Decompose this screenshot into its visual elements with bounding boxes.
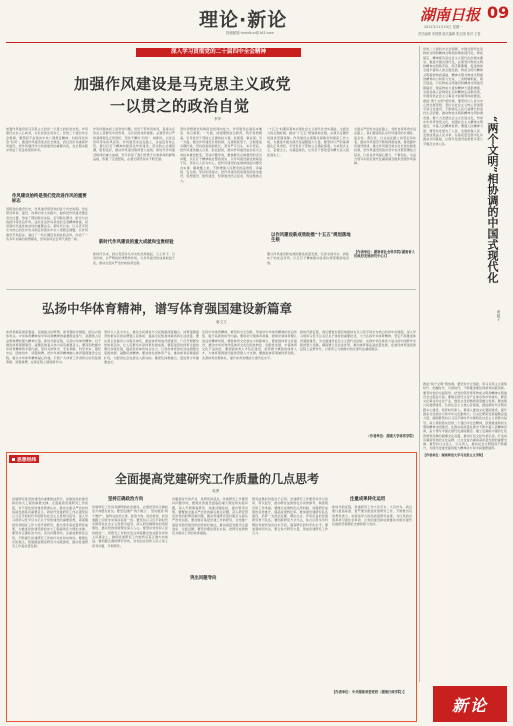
article1-body-text: 加强作风建设是马克思主义政党一以贯之的政治自觉。作风建设关系人心向背，关系党的生死存亡。党的二十届四中全会强调，要锲而不舍落实中央八项规定精神，持续深化纠治“四风”，推进作风建设常态化长效化。我们党历来重视作风建设，把作风建设作为党的建设的重要内容，在长期实践中形成了优良传统和作风。: [6, 127, 88, 153]
article1-footnote: 【作者单位：湖南省社会科学院(湖南省人民政府发展研究中心)】: [354, 250, 415, 259]
sidebar-author: 黄娟子: [497, 310, 501, 321]
article3-column-4: [252, 497, 328, 717]
article1-body-text: “十五五”时期是基本实现社会主义现代化夯实基础、全面发力的关键时期。推动“十五五”规划落地生根，必须以过硬作风提供坚强保障。作风建设必须服务保障党和国家工作大局，为推进中国式现代化凝聚强大力量。要坚持以严的基调强化正风肃纪，引导党员干部树立正确政绩观，力戒形式主义、官僚主义，为基层减负，让党员干部把更多精力投入到抓落实上。: [267, 127, 349, 157]
article3-author: 周勇: [212, 489, 220, 493]
article3-body-text: 党建研究工作具有鲜明的政治属性，必须把坚持正确政治方向摆在首位。要坚定拥护“两个确立”、坚决做到“两个维护”，始终在政治立场、政治方向、政治原则、政治道路上同党中央保持高度一致。要坚持以习近平新时代中国特色社会主义思想为指导，深入研究阐释党的创新理论，推动党的创新理论深入人心。要坚持党性和人民性相统一，把研究工作的出发点和落脚点放在服务党和人民事业上，确保党建研究工作始终沿着正确方向前进。要把握正确的研究导向，自觉站在党和人民立场上思考问题、开展研究。: [92, 505, 168, 548]
article3-column-5: [332, 505, 412, 685]
article1-column-2: [93, 127, 175, 237]
article2-body-text: 体育承载着国家强盛、民族振兴的梦想。体育强则中国强，国运兴则体育兴。中华体育精神是中华民族精神的重要组成部分，是激励人民奋勇拼搏的强大精神力量。新时代新征程，弘扬中华体育精神，对于推进体育强国建设、凝聚民族复兴伟力具有重要意义。要深刻把握中华体育精神的丰富内涵，坚持为国争光、无私奉献、科学求实、遵纪守法、团结协作、顽强拼搏，把中华体育精神融入体育强国建设全过程。要以中华体育精神凝心铸魂，引领广大体育工作者和运动员爱国奉献、顽强拼搏，在新征程上展现新作为。: [6, 330, 101, 365]
article3-tag-icon: [12, 458, 15, 461]
article2-top-rule: [6, 289, 416, 290]
article1-body-text: 回顾党的建设历史，作风建设贯穿党的各个历史时期。党在领导革命、建设、改革的伟大实践中，始终把作风建设摆在突出位置，形成了理论联系实际、密切联系群众、批评与自我批评等优良作风。这些优良作风是党的宝贵精神财富，是党保持先进性纯洁性的重要法宝。新时代以来，以习近平同志为核心的党中央从制定和落实中央八项规定破题，以作风建设开局起步，刹住了一些长期没有刹住的歪风，纠治了一些多年未除的顽瘴痼疾，党风政风社会风气焕然一新。: [6, 207, 88, 242]
article1-column-1b: [6, 207, 88, 287]
article3-column-3: [172, 497, 248, 717]
article2-title: 弘扬中华体育精神，谱写体育强国建设新篇章: [42, 301, 293, 316]
email-line: 投稿邮箱:hnrblilun@163.com: [226, 31, 274, 35]
article3-column-2: [92, 505, 168, 717]
article3-subhead-3: 注重成果转化运用: [350, 497, 386, 502]
article1-title-line2: 一以贯之的政治自觉: [110, 97, 250, 115]
article3-body-text: 新时代新征程，党建研究工作大有可为、大有作为。我们要以更高标准、更严要求推进党建研究工作，不断推出有思想穿透力、实践指导力的高质量研究成果，为以党的自我革命引领社会革命、以党的建设新成效推动中国式现代化提供坚强理论支撑和智力支持。: [332, 505, 412, 527]
article1-column-5: [354, 127, 416, 247]
sidebar-footnote: 【作者单位：湖南师范大学马克思主义学院】: [423, 452, 485, 457]
article1-body-text: 坚持思想建党和制度治党同向发力。作风建设必须标本兼治、综合施策。一方面，加强理想信念教育，筑牢思想根基，引导党员干部树立正确的权力观、政绩观、事业观；另一方面，健全作风建设长效机制，扎紧制度笼子，让制度成为硬约束。坚持抓常抓细抓长，坚持严字当头、实字托底，把作风建设融入日常、抓在经常，推动作风建设由治标为主向标本兼治转变。坚持问题导向，聚焦群众反映强烈的突出问题，以钉钉子精神抓好整改落实，以作风建设新成效取信于民。坚持以人民为中心，把作风建设的成效体现到为群众办实事、解难题上来，不断增强人民群众的获得感、幸福感、安全感。坚持系统观念，把作风建设同加强党的政治建设、思想建设、组织建设、纪律建设结合起来，形成整体合力。: [180, 127, 262, 183]
article1-subhead-3: 以作风建设新成效助推“十五五”规划落地生根: [271, 233, 351, 244]
section-title: 理论·新论: [199, 9, 288, 31]
article1-author: 李军: [214, 117, 222, 121]
article1-column-2b: [93, 252, 175, 287]
page-number: 09: [487, 3, 510, 22]
paper-name: 湖南日报: [420, 6, 481, 24]
article3-body-text: 研究成果的价值在于运用。党建研究工作要坚持学以致用、用以促学，推动研究成果转化为决策参考、制度规范和工作举措。要健全成果转化运用机制，加强研究成果的宣传推介，提高成果转化率。要加强党建研究队伍建设，培养一支政治过硬、理论扎实、作风优良的党建研究骨干队伍。要创新研究方式方法，综合运用多学科理论和现代信息技术手段，提高研究的科学化水平。要加强协同攻关，整合各方研究力量，形成党建研究工作合力。: [252, 497, 328, 536]
editor-line: 责任编辑 李国强 版式编辑 张志刚 校对 王春: [418, 32, 481, 36]
article3-body-text: 问题是时代的声音，是研究的起点。党建研究工作要坚持问题导向，聚焦党的建设面临的重大理论和实践问题，深入开展调查研究，找准问题症结，提出管用对策。要聚焦全面从严治党的重点难点问题，深入研究管党治党的新情况新问题，推动党建研究更好服务全面从严治党实践。要加强对基层党建工作的研究，总结推广基层党组织建设的好经验好做法，推动基层党组织全面进步、全面过硬。要坚持理论联系实际，把研究成果转化为推动工作的具体措施。: [172, 497, 248, 536]
article2-body-text: 新时代新征程，我们要更加紧密地团结在以习近平同志为核心的党中央周围，深入学习贯彻习近平总书记关于体育的重要论述，大力弘扬中华体育精神，坚定不移推进体育强国建设，为全面建设社会主义现代化国家、实现中华民族伟大复兴的中国梦作出新的更大贡献。湖南要立足自身优势，推动体育事业高质量发展，在建设体育强省的征程上奋勇争先，以体育之力助推中国式现代化湖南篇章。: [300, 330, 416, 352]
corner-logo-text: 新论: [451, 695, 488, 715]
article3-subhead-2: 突出问题导向: [190, 576, 217, 581]
article1-column-4: [267, 127, 349, 230]
article1-column-3: [180, 127, 262, 287]
article3-tag: [9, 455, 39, 463]
sidebar-title: “两个文明”相协调的中国式现代化: [486, 116, 499, 283]
sidebar-body-text: 党的二十届四中全会强调，中国式现代化是物质文明和精神文明相协调的现代化。物质富足、精神富有是社会主义现代化的根本要求。推进中国式现代化，必须坚持物质文明和精神文明两手抓、两手都要硬，促进物的全面丰富和人的全面发展。物质文明为精神文明提供物质基础，精神文明为物质文明提供精神动力和智力支持，二者相辅相成、相互促进。只有物质文明建设和精神文明建设都搞好，国家物质力量和精神力量都增强，全国各族人民物质生活和精神生活都改善，中国特色社会主义事业才能顺利向前推进。推进“两个文明”相协调，要坚持以人民为中心的发展思想，坚持以社会主义核心价值观引领文化建设，不断满足人民日益增长的美好生活需要，推动物质文明和精神文明协调发展。要大力发展社会主义先进文化，传承中华优秀传统文化，加强社会主义精神文明建设，丰富人民精神世界，增强人民精神力量。要坚持发展为了人民、发展依靠人民、发展成果由人民共享，在高质量发展中扎实推动共同富裕，让现代化建设成果更多更公平惠及全体人民。: [423, 47, 483, 146]
sidebar-title-box: [486, 116, 506, 296]
article3-tag-label: 思想经纬: [17, 457, 37, 463]
article1-body-text: 全面从严治党永远在路上，党的自我革命永远在路上。我们要深刻认识作风建设的长期性、复杂性、艰巨性，以永远在路上的坚定和执着，推动作风建设不断取得新成效。要把握作风建设规律，健全作风建设常态化长效化制度机制，把作风建设同落实党中央决策部署结合起来，以优良作风凝心聚力、干事创业，为奋力谱写中国式现代化湖南篇章提供坚强作风保障。: [354, 127, 416, 166]
article2-column-3: [202, 330, 297, 448]
article2-body-text: 弘扬中华体育精神，要坚持守正创新，传承好中华体育精神的优良传统，赋予其新的时代内涵。要讲好中国体育故事，展现中国体育健儿的良好精神风貌，增强体育文化软实力和影响力。要加强体育文化建设，推动中华优秀传统体育文化创造性转化、创新性发展，丰富体育文化产品供给。要加强体育人才队伍建设，培养德才兼备的体育人才，为体育强国建设提供坚强人才支撑。要推进体育领域改革创新，完善体育治理体系，提升体育治理能力现代化水平。: [202, 330, 297, 360]
article1-subhead-1: 作风建设始终是我们党改进作风的重要标志: [12, 194, 87, 205]
article1-body-text: 作风问题本质上是党性问题。党员干部作风如何，直接关系党在人民群众中的形象，关系党的执政根基。必须坚持以严的基调强化正风肃纪，坚持不懈纠“四风”、树新风，以优良党风带动政风民风。作风建设永远在路上，永远没有休止符。要以钉钉子精神持续深化作风建设，坚决防止反弹回潮、隐形变异，推动作风建设取得更大成效。新时代作风建设取得的重大成就，充分彰显了我们党勇于自我革命的鲜明品格，积累了宝贵经验，必须长期坚持并不断发展。: [93, 127, 175, 162]
article2-author: 唐文文: [216, 320, 227, 324]
corner-logo: [433, 686, 507, 722]
theme-banner-text: 深入学习贯彻党的二十届四中全会精神: [170, 49, 267, 55]
article1-column-1: [6, 127, 88, 191]
article2-body-text: 坚持以人民为中心，推动全民健身与全民健康深度融合。体育强国建设的根本目的是增强人民体质、提高全民族身体素质和生活质量。要完善全民健身公共服务体系，推进体育场地设施建设，广泛开展群众性体育活动，让人民群众共享体育发展成果。要促进竞技体育全面协调可持续发展，提高竞技体育综合实力，以竞技体育的优异成绩激发爱国热情、凝聚民族精神。要加快发展体育产业，推动体育消费提质扩容，为经济社会发展注入新动能。要深化体教融合，促进青少年健康成长。: [104, 330, 199, 365]
article2-column-1: [6, 330, 101, 448]
date-line: 2021年11月15日 星期一: [424, 25, 463, 29]
article2-column-2: [104, 330, 199, 448]
sidebar-column-1: [423, 47, 483, 379]
article1-body-text: 要以作风建设新成效助推高质量发展，弘扬求真务实、真抓实干的优良作风，以钉钉子精神推动各项决策部署落地见效。: [267, 252, 349, 265]
article1-title-line1: 加强作风建设是马克思主义政党: [74, 75, 292, 93]
masthead: [0, 0, 513, 44]
article2-footnote: （作者单位：湖南大学体育学院）: [366, 434, 416, 438]
masthead-rule: [6, 42, 507, 43]
sidebar-column-2: [423, 382, 507, 682]
article3-title: 全面提高党建研究工作质量的几点思考: [115, 472, 320, 486]
article1-column-4b: [267, 252, 349, 287]
article1-body-text: 新时代以来，我们党坚持从中央政治局做起，以上率下、以身作则，以严明的纪律整饬作风，以作风建设的成效取信于民，推动全面从严治党向纵深发展。: [93, 252, 175, 265]
article2-column-4: [300, 330, 416, 430]
sidebar-divider: [419, 46, 420, 682]
sidebar-body-text: 推进“两个文明”相协调，要坚持守正创新，用马克思主义观察时代、把握时代、引领时代，不断推进理论创新和实践创新。要坚持党的全面领导，把党的领导贯穿物质文明和精神文明建设全过程各方面。要健全现代文化产业体系和市场体系，繁荣文化事业和文化产业，推进文化和旅游深度融合发展。要加强公民道德建设，弘扬社会主义核心价值观，推进新时代文明实践中心建设，培育时代新人。要深入推进文化强国建设，提升国家文化软实力和中华文化影响力，以文化繁荣发展凝聚奋进力量。湖南要坚持以习近平新时代中国特色社会主义思想为指导，深入贯彻落实党的二十届四中全会精神，统筹推进物质文明和精神文明建设，在推动高质量发展中不断丰富人民精神世界，奋力谱写中国式现代化湖南篇章。要立足湖南丰富的红色资源和深厚的湖湘文化底蕴，推动红色文化传承弘扬，打造具有湖南特色的文化品牌，让文化成为湖南高质量发展的重要支撑。要坚持以文化人、以文育人，推动社会文明程度不断提升，为现代化建设提供强大精神动力和丰润道德滋养。: [423, 382, 507, 451]
article1-subhead-2: 新时代作风建设的重大成就和宝贵经验: [99, 240, 174, 245]
article3-column-1: [12, 497, 88, 717]
article3-subhead-1: 坚持正确政治方向: [108, 497, 144, 502]
article3-body-text: 党建研究是党的建设的重要组成部分，是推进党的建设新的伟大工程的重要支撑。全面提高党建研究工作质量，对于深化党的建设规律认识、推动全面从严治党向纵深发展具有重要意义。新时代党建研究工作必须坚持以习近平新时代中国特色社会主义思想为指导，深入学习贯彻习近平总书记关于党的建设的重要思想，紧紧围绕党和国家工作大局开展研究，推出更多高质量研究成果，为推进党的建设新的伟大工程提供有力理论支撑。要坚持正确政治方向，突出问题导向，注重成果转化运用，不断提升党建研究工作的针对性和实效性。要强化系统观念，统筹推进理论研究与实践探索，推动党建研究工作高质量发展。: [12, 497, 88, 549]
article3-footnote: 【作者单位：中共湖南省委党校（湖南行政学院）】: [332, 690, 407, 694]
